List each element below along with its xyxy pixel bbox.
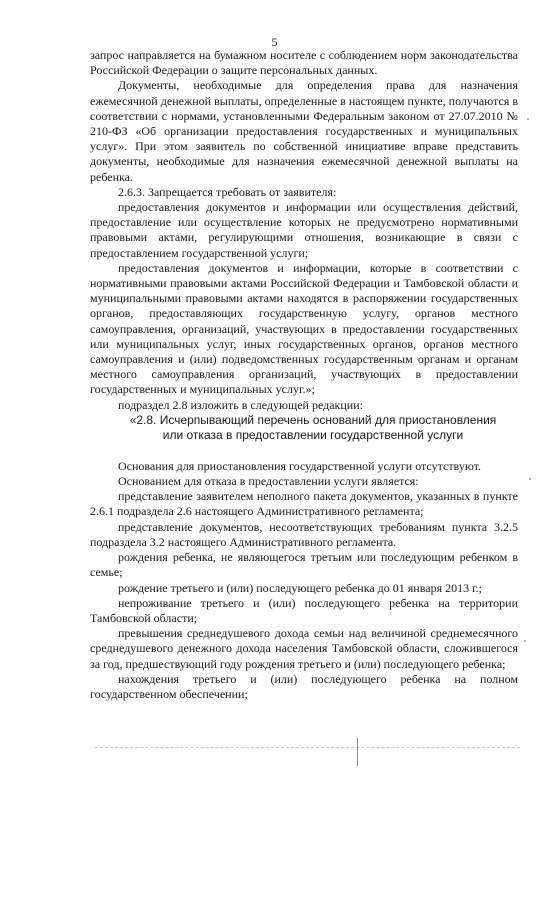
paragraph: представление заявителем неполного пакета документов, указанных в пункте 2.6.1 подраздела 2.6 настоящего Административного регламента;: [90, 489, 518, 519]
section-heading: «2.8. Исчерпывающий перечень оснований для приостановления или отказа в предоставлении государственной услуги: [129, 412, 497, 443]
scan-speck: [524, 640, 526, 642]
paragraph: представление документов, несоответствующих требованиям пункта 3.2.5 подраздела 3.2 настоящего Административного регламента.: [90, 519, 518, 549]
paragraph: 2.6.3. Запрещается требовать от заявителя:: [118, 184, 337, 199]
paragraph: предоставления документов и информации или осуществления действий, предоставление или осуществление которых не предусмотрено нормативными правовыми актами, регулирующими отношения, возникающие в связи с предоставлением государственной услуги;: [90, 200, 518, 260]
paragraph: подраздел 2.8 изложить в следующей редакции:: [118, 397, 363, 412]
paragraph: запрос направляется на бумажном носителе с соблюдением норм законодательства Российской Федерации о защите персональных данных.: [90, 48, 518, 78]
paragraph: рождение третьего и (или) последующего ребенка до 01 января 2013 г.;: [118, 580, 482, 595]
scan-speck: [527, 118, 529, 120]
paragraph: нахождения третьего и (или) последующего ребенка на полном государственном обеспечении;: [90, 671, 518, 701]
footer-divider: [95, 747, 520, 748]
paragraph: предоставления документов и информации, которые в соответствии с нормативными правовыми актами Российской Федерации и Тамбовской области и муниципальными правовыми актами находятся в распоряжении государственных органов, предоставляющих государственную услугу, органов местного самоуправления, организаций, участвующих в предоставлении государственных или муниципальных услуг, иных государственных органов, органов местного самоуправления и (или) подведомственных государственным органам и органам местного самоуправления организаций, участвующих в предоставлении государственных и муниципальных услуг.»;: [90, 260, 518, 397]
footer-tick-mark: [357, 738, 358, 766]
paragraph: Основания для приостановления государственной услуги отсутствуют.: [118, 458, 481, 473]
document-body: [90, 48, 518, 702]
paragraph: превышения среднедушевого дохода семьи над величиной среднемесячного среднедушевого денежного дохода населения Тамбовской области, сложившегося за год, предшествующий году рождения третьего и (или) последующего ребенка;: [90, 626, 518, 671]
blank-line: [90, 444, 518, 459]
paragraph: рождения ребенка, не являющегося третьим или последующим ребенком в семье;: [90, 550, 518, 580]
scan-speck: [529, 478, 531, 480]
paragraph: непроживание третьего и (или) последующего ребенка на территории Тамбовской области;: [90, 595, 518, 625]
paragraph: Документы, необходимые для определения права для назначения ежемесячной денежной выплаты, определенные в настоящем пункте, получаются в соответствии с нормами, установленными Федеральным законом от 27.07.2010 № 210-ФЗ «Об организации предоставления государственных и муниципальных услуг». При этом заявитель по собственной инициативе вправе представить документы, необходимые для назначения ежемесячной денежной выплаты на ребенка.: [90, 78, 518, 184]
paragraph: Основанием для отказа в предоставлении услуги является:: [118, 474, 419, 489]
page-number: 5: [271, 35, 278, 49]
